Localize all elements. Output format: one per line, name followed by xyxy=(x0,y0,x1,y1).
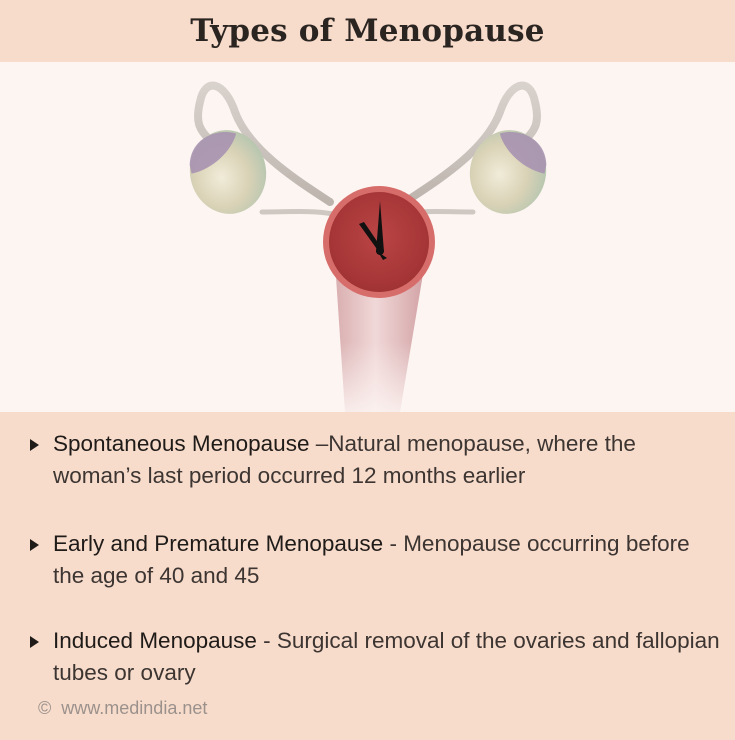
clock-icon xyxy=(323,186,435,298)
copyright-icon: © xyxy=(38,698,52,718)
type-term: Early and Premature Menopause xyxy=(53,531,384,556)
type-separator: - xyxy=(383,531,404,556)
type-description: Menopause occurring before the age of 40 and 45 xyxy=(53,531,690,588)
page-title: Types of Menopause xyxy=(190,13,545,49)
list-item xyxy=(30,428,720,492)
uterus-clock-icon xyxy=(0,62,735,412)
type-description: Surgical removal of the ovaries and fallopian tubes or ovary xyxy=(53,628,720,685)
bullet-arrow-icon xyxy=(30,636,39,648)
type-description: Natural menopause, where the woman’s last period occurred 12 months earlier xyxy=(53,431,636,488)
type-term: Induced Menopause xyxy=(53,628,257,653)
left-ovary xyxy=(182,123,274,221)
type-separator: - xyxy=(256,628,277,653)
list-item xyxy=(30,625,720,689)
bullet-arrow-icon xyxy=(30,439,39,451)
bullet-arrow-icon xyxy=(30,539,39,551)
illustration-panel xyxy=(0,62,735,412)
type-term: Spontaneous Menopause xyxy=(53,431,310,456)
site-url: www.medindia.net xyxy=(61,698,208,718)
header-bar xyxy=(0,0,735,62)
list-item xyxy=(30,528,720,592)
copyright-credit xyxy=(38,698,207,719)
type-separator: – xyxy=(309,431,329,456)
right-ovary xyxy=(462,123,554,221)
